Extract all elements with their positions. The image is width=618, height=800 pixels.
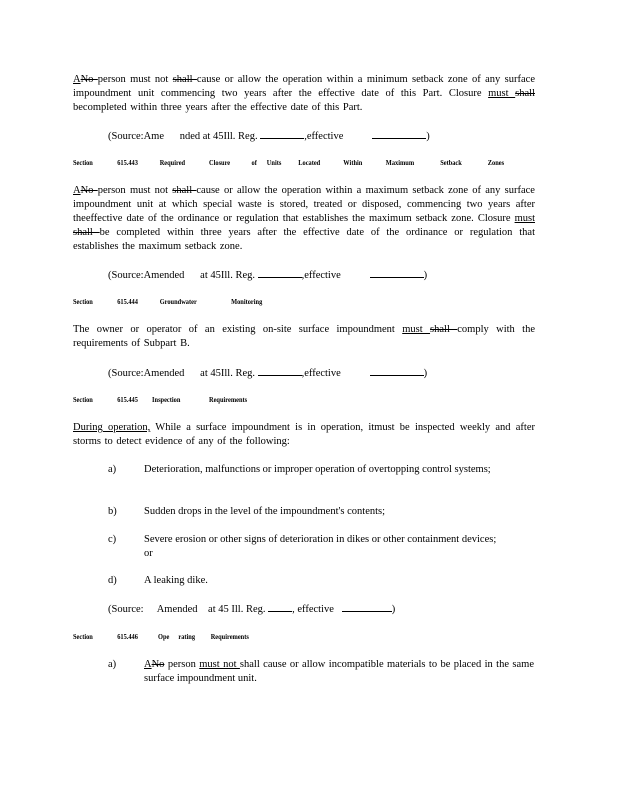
source-note	[108, 366, 427, 381]
struck-text: shall	[172, 74, 197, 85]
list-item	[108, 463, 508, 491]
list-text: Severe erosion or other signs of deterioration in dikes or other containment devices; or	[144, 534, 497, 559]
source-label: (Source:	[108, 604, 144, 615]
blank-line	[370, 366, 424, 376]
inserted-text: must	[402, 324, 431, 335]
body-text: cause or allow the operation within a maximum setback zone of any surface impoundment unit at which special waste is stored, treated or disposed, commencing two years after theeffective date of the ordinance or regulation that establishes the maximum setback zone. Closure	[73, 185, 535, 224]
blank-line	[258, 366, 302, 376]
section-number: 615.446	[117, 632, 138, 641]
section-title-word: Requirements	[209, 395, 248, 404]
paragraph-closure-minimum-setback	[73, 73, 535, 115]
inserted-text: During operation,	[73, 422, 151, 433]
list-text	[144, 658, 534, 686]
body-text: person	[164, 659, 200, 670]
source-close: )	[391, 604, 396, 615]
source-label: (Source:Amended	[108, 270, 185, 281]
body-text: cause or allow the operation within a minimum setback zone of any surface impoundment unit commencing two years after the effective date of this Part. Closure	[73, 74, 535, 99]
paragraph-groundwater-monitoring	[73, 323, 535, 351]
source-note	[108, 268, 427, 283]
list-label: a)	[108, 464, 117, 475]
inserted-text: must	[514, 213, 535, 224]
source-reg: nded at 45Ill. Reg.	[179, 131, 258, 142]
section-title-word: Required	[159, 158, 186, 167]
source-amended: Amended	[156, 604, 198, 615]
section-title-word: Units	[266, 158, 282, 167]
blank-line	[260, 129, 304, 139]
inserted-text: A	[73, 74, 81, 85]
struck-text: shall	[430, 324, 458, 335]
body-text: shall cause or allow incompatible materials to be placed in the same surface impoundment unit.	[144, 659, 534, 684]
body-text: be completed within three years after the effective date of the ordinance or regulation that establishes the maximum setback zone.	[73, 227, 535, 252]
struck-text: shall	[172, 185, 197, 196]
inserted-text: A	[73, 185, 81, 196]
source-note	[108, 129, 430, 144]
section-title-word: Zones	[487, 158, 505, 167]
body-text: person must not	[97, 185, 173, 196]
section-number: 615.445	[117, 395, 138, 404]
section-label: Section	[73, 158, 93, 167]
source-close: )	[423, 270, 428, 281]
list-item	[108, 533, 508, 561]
source-label: (Source:Amended	[108, 368, 185, 379]
source-effective: , effective	[292, 604, 334, 615]
section-title-word: rating	[178, 632, 196, 641]
struck-text: No	[80, 74, 98, 85]
source-effective: ,effective	[301, 270, 341, 281]
struck-text: No	[80, 185, 98, 196]
body-text: person must not	[97, 74, 173, 85]
section-title-word: Ope	[158, 632, 170, 641]
paragraph-inspection-requirements	[73, 421, 535, 449]
source-reg: at 45Ill. Reg.	[200, 270, 255, 281]
blank-line	[342, 602, 392, 612]
body-text: The owner or operator of an existing on-site surface impoundment	[73, 324, 403, 335]
source-close: )	[423, 368, 428, 379]
source-close: )	[426, 131, 430, 142]
section-title-word: Groundwater	[159, 297, 197, 306]
section-title-word: Monitoring	[231, 297, 263, 306]
struck-text: shall	[515, 88, 535, 99]
section-title-word: Closure	[209, 158, 231, 167]
paragraph-closure-maximum-setback	[73, 184, 535, 254]
list-label: c)	[108, 534, 117, 545]
list-text: Sudden drops in the level of the impoundment's contents;	[144, 506, 386, 517]
section-title-word: Located	[298, 158, 321, 167]
list-item	[108, 505, 508, 519]
source-reg: at 45Ill. Reg.	[200, 368, 255, 379]
list-item	[108, 574, 508, 588]
list-label: d)	[108, 575, 117, 586]
source-note	[108, 602, 395, 617]
source-effective: ,effective	[304, 131, 344, 142]
source-effective: ,effective	[301, 368, 341, 379]
list-label: b)	[108, 506, 117, 517]
section-title-word: Setback	[440, 158, 462, 167]
section-title-word: Within	[343, 158, 363, 167]
struck-text: No	[151, 659, 165, 670]
section-label: Section	[73, 632, 93, 641]
inserted-text: must	[488, 88, 516, 99]
blank-line	[268, 602, 292, 612]
section-title-word: of	[251, 158, 257, 167]
section-title-word: Inspection	[152, 395, 181, 404]
section-label: Section	[73, 297, 93, 306]
source-reg: at 45 Ill. Reg.	[208, 604, 266, 615]
section-label: Section	[73, 395, 93, 404]
list-text: Deterioration, malfunctions or improper operation of overtopping control systems;	[144, 464, 491, 475]
list-item	[108, 658, 536, 686]
list-label: a)	[108, 659, 117, 670]
struck-text: shall	[73, 227, 100, 238]
source-label: (Source:Ame	[108, 131, 164, 142]
blank-line	[372, 129, 426, 139]
body-text: becompleted within three years after the effective date of this Part.	[73, 102, 363, 113]
blank-line	[258, 268, 302, 278]
section-title-word: Requirements	[210, 632, 249, 641]
inserted-text: A	[144, 659, 152, 670]
body-text: comply with the requirements of Subpart B.	[73, 324, 535, 349]
section-number: 615.443	[117, 158, 138, 167]
blank-line	[370, 268, 424, 278]
inserted-text: must not	[199, 659, 240, 670]
list-text: A leaking dike.	[144, 575, 208, 586]
section-number: 615.444	[117, 297, 138, 306]
body-text: While a surface impoundment is in operation, itmust be inspected weekly and after storms to detect evidence of any of the following:	[73, 422, 535, 447]
section-title-word: Maximum	[385, 158, 415, 167]
